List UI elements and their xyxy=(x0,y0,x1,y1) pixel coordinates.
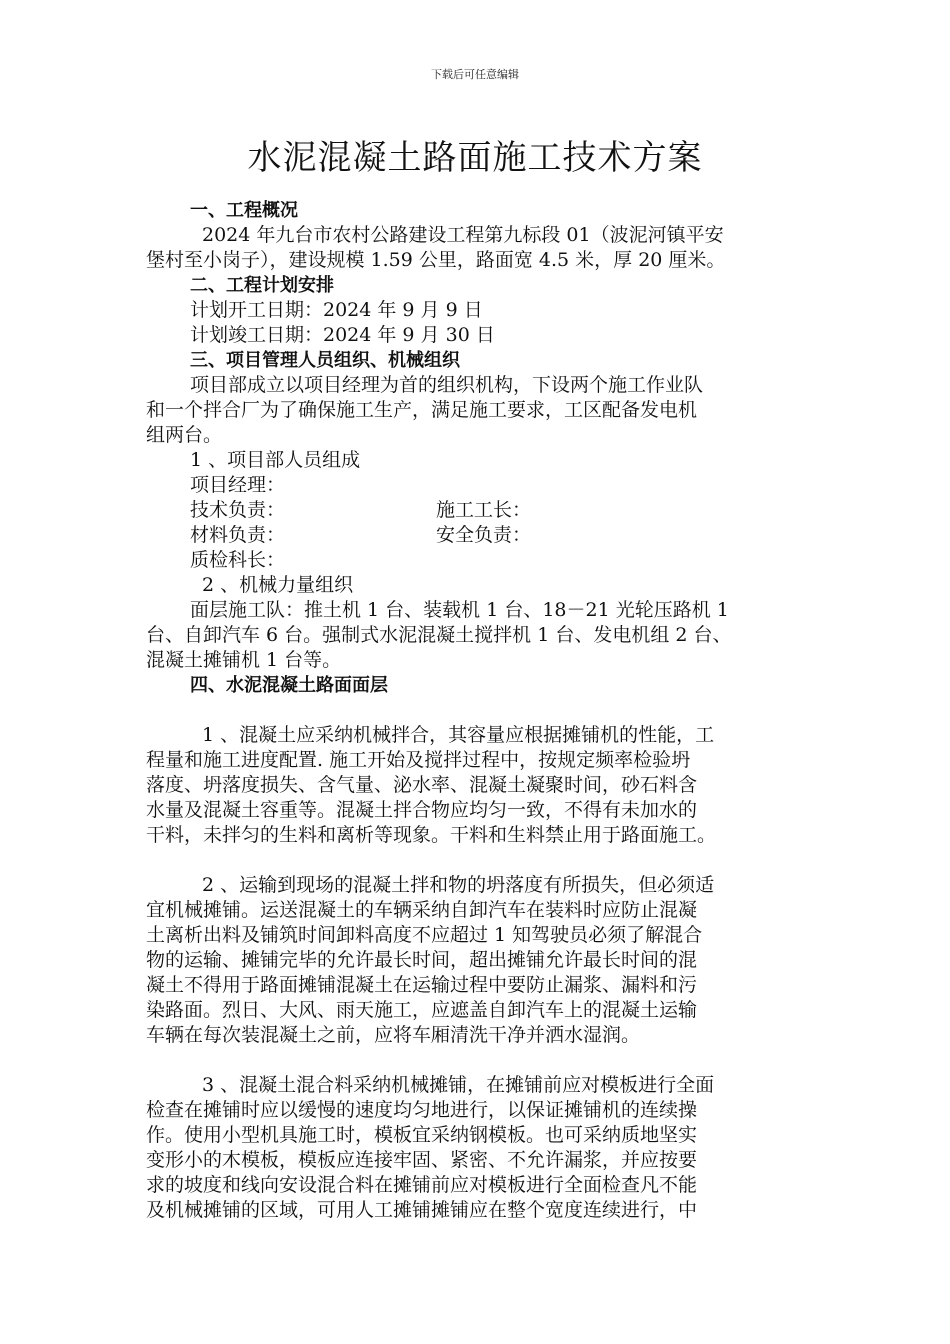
subheading-staff: 1 、项目部人员组成 xyxy=(190,449,361,471)
section-heading-schedule: 二、工程计划安排 xyxy=(190,275,334,296)
role-foreman: 施工工长： xyxy=(436,499,532,521)
paragraph-2-line-5: 凝土不得用于路面摊铺混凝土在运输过程中要防止漏浆、漏料和污 xyxy=(146,974,698,996)
role-technical-lead: 技术负责： xyxy=(190,499,286,521)
paragraph-2-line-4: 物的运输、摊铺完毕的允许最长时间，超出摊铺允许最长时间的混 xyxy=(146,949,698,971)
document-body xyxy=(146,198,826,1223)
paragraph-1-line-5: 干料，未拌匀的生料和离析等现象。干料和生料禁止用于路面施工。 xyxy=(146,824,717,846)
paragraph-1-line-3: 落度、坍落度损失、含气量、泌水率、混凝土凝聚时间，砂石料含 xyxy=(146,774,698,796)
paragraph-3-line-3: 作。使用小型机具施工时，模板宜采纳钢模板。也可采纳质地坚实 xyxy=(146,1124,698,1146)
section-heading-pavement: 四、水泥混凝土路面面层 xyxy=(190,675,388,696)
paragraph-1-line-1: 1 、混凝土应采纳机械拌合，其容量应根据摊铺机的性能，工 xyxy=(202,724,715,746)
paragraph-1-line-4: 水量及混凝土容重等。混凝土拌合物应均匀一致，不得有未加水的 xyxy=(146,799,698,821)
subheading-machinery: 2 、机械力量组织 xyxy=(202,574,354,596)
paragraph-2-line-7: 车辆在每次装混凝土之前，应将车厢清洗干净并洒水湿润。 xyxy=(146,1024,641,1046)
schedule-start: 计划开工日期：2024 年 9 月 9 日 xyxy=(190,299,483,321)
paragraph-3-line-5: 求的坡度和线向安设混合料在摊铺前应对模板进行全面检查凡不能 xyxy=(146,1174,698,1196)
schedule-end: 计划竣工日期：2024 年 9 月 30 日 xyxy=(190,324,495,346)
paragraph-3-line-2: 检查在摊铺时应以缓慢的速度均匀地进行，以保证摊铺机的连续操 xyxy=(146,1099,698,1121)
document-title: 水泥混凝土路面施工技术方案 xyxy=(247,138,703,178)
organization-intro-1: 项目部成立以项目经理为首的组织机构，下设两个施工作业队 xyxy=(190,374,704,396)
machinery-line-2: 台、自卸汽车 6 台。强制式水泥混凝土搅拌机 1 台、发电机组 2 台、 xyxy=(146,624,732,646)
paragraph-2-line-3: 土离析出料及铺筑时间卸料高度不应超过 1 知驾驶员必须了解混合 xyxy=(146,924,703,946)
paragraph-2-line-1: 2 、运输到现场的混凝土拌和物的坍落度有所损失，但必须适 xyxy=(202,874,715,896)
paragraph-3-line-4: 变形小的木模板，模板应连接牢固、紧密、不允许漏浆，并应按要 xyxy=(146,1149,698,1171)
role-quality-chief: 质检科长： xyxy=(190,549,286,571)
paragraph-3-line-6: 及机械摊铺的区域，可用人工摊铺摊铺应在整个宽度连续进行，中 xyxy=(146,1199,698,1221)
organization-intro-3: 组两台。 xyxy=(146,424,223,446)
paragraph-3-line-1: 3 、混凝土混合料采纳机械摊铺，在摊铺前应对模板进行全面 xyxy=(202,1074,715,1096)
roles-row-2 xyxy=(146,523,826,548)
section-heading-overview: 一、工程概况 xyxy=(190,200,298,221)
organization-intro-2: 和一个拌合厂为了确保施工生产，满足施工要求，工区配备发电机 xyxy=(146,399,698,421)
machinery-line-1: 面层施工队：推土机 1 台、装载机 1 台、18－21 光轮压路机 1 xyxy=(190,599,729,621)
role-project-manager: 项目经理： xyxy=(190,474,286,496)
machinery-line-3: 混凝土摊铺机 1 台等。 xyxy=(146,649,342,671)
paragraph-2-line-6: 染路面。烈日、大风、雨天施工，应遮盖自卸汽车上的混凝土运输 xyxy=(146,999,698,1021)
overview-line-1: 2024 年九台市农村公路建设工程第九标段 01（波泥河镇平安 xyxy=(202,224,724,246)
role-safety-lead: 安全负责： xyxy=(436,524,532,546)
role-materials-lead: 材料负责： xyxy=(190,524,286,546)
roles-row-1 xyxy=(146,498,826,523)
paragraph-1-line-2: 程量和施工进度配置. 施工开始及搅拌过程中，按规定频率检验坍 xyxy=(146,749,691,771)
paragraph-2-line-2: 宜机械摊铺。运送混凝土的车辆采纳自卸汽车在装料时应防止混凝 xyxy=(146,899,698,921)
page-header: 下载后可任意编辑 xyxy=(431,68,519,81)
section-heading-organization: 三、项目管理人员组织、机械组织 xyxy=(190,350,460,371)
overview-line-2: 堡村至小岗子），建设规模 1.59 公里，路面宽 4.5 米，厚 20 厘米。 xyxy=(146,249,726,271)
